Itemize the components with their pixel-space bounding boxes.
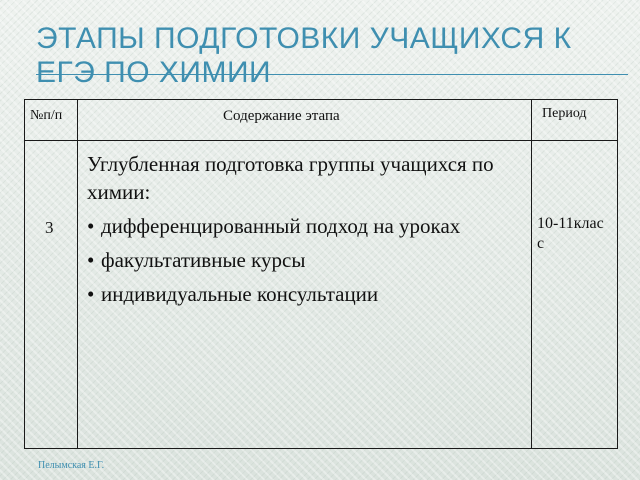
- header-period: Период: [542, 106, 587, 121]
- column-divider-period: [531, 100, 532, 448]
- stages-table: [24, 99, 618, 449]
- footer-author: Пелымская Е.Г.: [38, 460, 105, 471]
- list-item: • индивидуальные консультации: [87, 280, 523, 308]
- row-content: [87, 150, 523, 308]
- row-period: 10-11класс: [537, 215, 604, 252]
- header-row-divider: [25, 140, 617, 141]
- title-underline: [36, 74, 628, 75]
- slide-title: ЭТАПЫ ПОДГОТОВКИ УЧАЩИХСЯ К ЕГЭ ПО ХИМИИ: [36, 22, 572, 89]
- content-bullet-list: [87, 212, 523, 308]
- content-intro: Углубленная подготовка группы учащихся по химии:: [87, 152, 494, 204]
- list-item: • факультативные курсы: [87, 246, 523, 274]
- column-divider-number: [77, 100, 78, 448]
- row-number: 3: [45, 218, 54, 237]
- list-item: • дифференцированный подход на уроках: [87, 212, 523, 240]
- header-number: №п/п: [30, 108, 63, 123]
- header-content: Содержание этапа: [223, 108, 340, 124]
